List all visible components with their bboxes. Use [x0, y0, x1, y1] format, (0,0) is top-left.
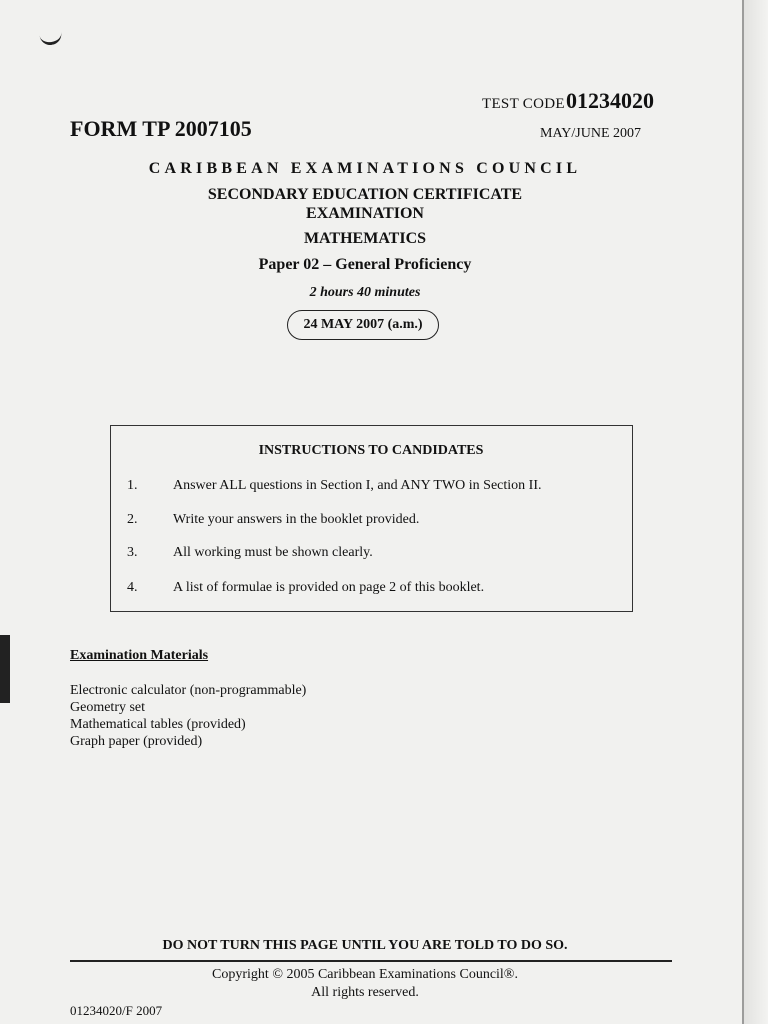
- test-code-label: TEST CODE: [482, 96, 565, 112]
- instruction-number: 1.: [127, 478, 138, 493]
- material-item: Geometry set: [70, 700, 146, 715]
- scan-binding-mark: [0, 635, 10, 703]
- exam-duration: 2 hours 40 minutes: [309, 285, 421, 300]
- instruction-text: All working must be shown clearly.: [173, 545, 373, 560]
- council-name: CARIBBEAN EXAMINATIONS COUNCIL: [148, 160, 582, 177]
- divider: [70, 960, 672, 962]
- exam-date: 24 MAY 2007 (a.m.): [287, 310, 439, 340]
- instruction-text: Write your answers in the booklet provided.: [173, 512, 420, 527]
- scan-edge: [744, 0, 768, 1024]
- examination-title: EXAMINATION: [306, 205, 424, 222]
- exam-session: MAY/JUNE 2007: [540, 126, 641, 141]
- subject-title: MATHEMATICS: [303, 230, 427, 247]
- paper-title: Paper 02 – General Proficiency: [258, 256, 472, 273]
- copyright-notice: Copyright © 2005 Caribbean Examinations Council®.: [212, 967, 518, 982]
- instruction-number: 2.: [127, 512, 138, 527]
- instruction-number: 4.: [127, 580, 138, 595]
- test-code-value: 01234020: [566, 88, 654, 113]
- rights-notice: All rights reserved.: [311, 985, 419, 1000]
- footer-code: 01234020/F 2007: [70, 1003, 163, 1018]
- scan-edge-line: [742, 0, 744, 1024]
- certificate-title: SECONDARY EDUCATION CERTIFICATE: [207, 186, 523, 203]
- form-number: FORM TP 2007105: [70, 116, 252, 141]
- scan-mark: [39, 31, 63, 47]
- material-item: Mathematical tables (provided): [70, 717, 246, 732]
- materials-heading: Examination Materials: [70, 648, 209, 663]
- instruction-number: 3.: [127, 545, 138, 560]
- instructions-title: INSTRUCTIONS TO CANDIDATES: [258, 443, 484, 458]
- do-not-turn-warning: DO NOT TURN THIS PAGE UNTIL YOU ARE TOLD TO DO SO.: [162, 938, 568, 953]
- material-item: Graph paper (provided): [70, 734, 203, 749]
- instruction-text: Answer ALL questions in Section I, and ANY TWO in Section II.: [173, 478, 542, 493]
- material-item: Electronic calculator (non-programmable): [70, 683, 307, 698]
- instruction-text: A list of formulae is provided on page 2 of this booklet.: [173, 580, 485, 595]
- instructions-box: [110, 425, 633, 612]
